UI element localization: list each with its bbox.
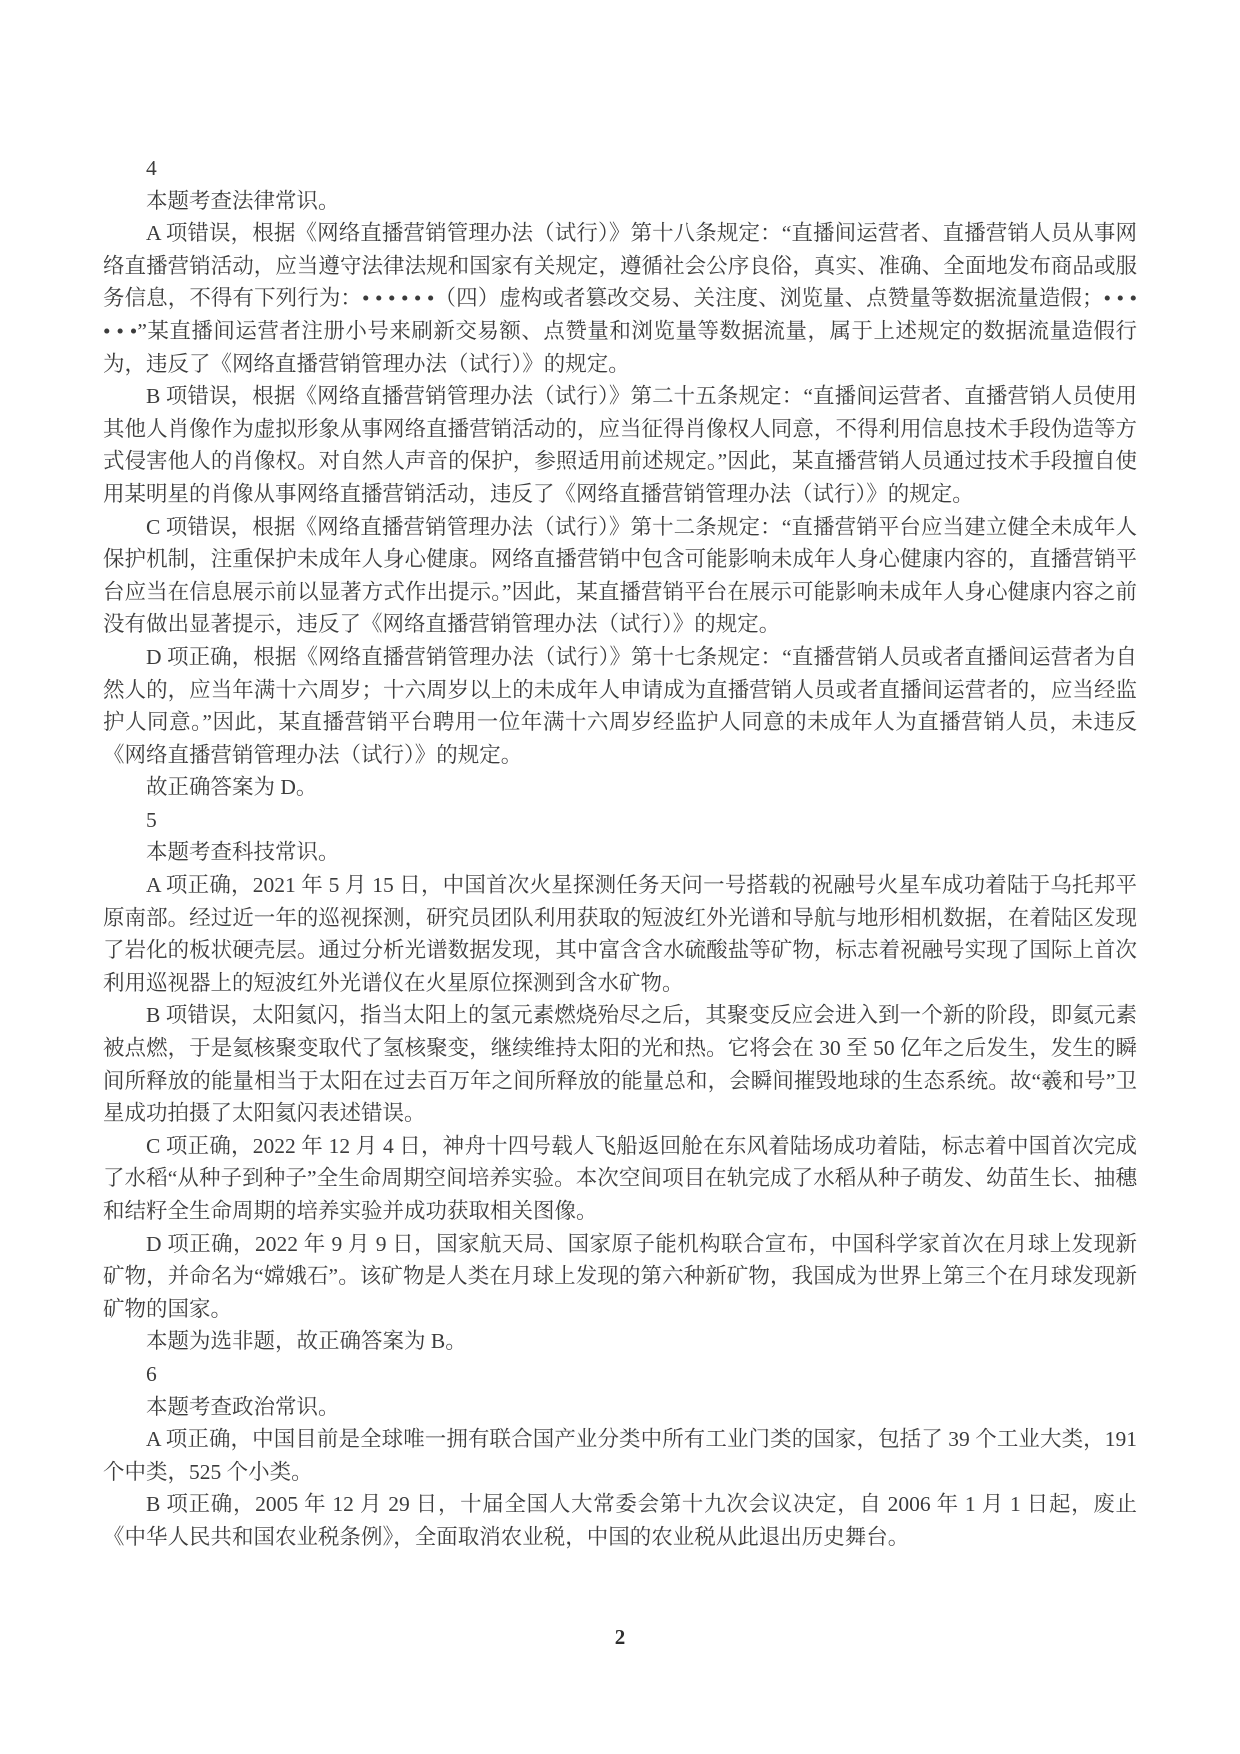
option-b-analysis: B 项正确，2005 年 12 月 29 日，十届全国人大常委会第十九次会议决定，自 2006 年 1 月 1 日起，废止《中华人民共和国农业税条例》，全面取消农业税，中国的农业税从此退出历史舞台。	[103, 1492, 1137, 1549]
exam-topic-line: 本题考查法律常识。	[146, 188, 340, 213]
document-body	[103, 152, 1137, 1554]
option-d-analysis: D 项正确，2022 年 9 月 9 日，国家航天局、国家原子能机构联合宣布，中国科学家首次在月球上发现新矿物，并命名为“嫦娥石”。该矿物是人类在月球上发现的第六种新矿物，我国成为世界上第三个在月球发现新矿物的国家。	[103, 1231, 1137, 1321]
option-c-analysis: C 项正确，2022 年 12 月 4 日，神舟十四号载人飞船返回舱在东风着陆场成功着陆，标志着中国首次完成了水稻“从种子到种子”全生命周期空间培养实验。本次空间项目在轨完成了水稻从种子萌发、幼苗生长、抽穗和结籽全生命周期的培养实验并成功获取相关图像。	[103, 1133, 1137, 1223]
answer-conclusion: 本题为选非题，故正确答案为 B。	[146, 1329, 467, 1354]
question-number: 5	[146, 807, 157, 832]
option-c-analysis: C 项错误，根据《网络直播营销管理办法（试行）》第十二条规定：“直播营销平台应当建立健全未成年人保护机制，注重保护未成年人身心健康。网络直播营销中包含可能影响未成年人身心健康内容的，直播营销平台应当在信息展示前以显著方式作出提示。”因此，某直播营销平台在展示可能影响未成年人身心健康内容之前没有做出显著提示，违反了《网络直播营销管理办法（试行）》的规定。	[103, 514, 1137, 637]
option-a-analysis: A 项错误，根据《网络直播营销管理办法（试行）》第十八条规定：“直播间运营者、直播营销人员从事网络直播营销活动，应当遵守法律法规和国家有关规定，遵循社会公序良俗，真实、准确、全面地发布商品或服务信息，不得有下列行为：• • • • • •（四）虚构或者篡改交易、关注度、浏览量、点赞量等数据流量造假；• • • • • •”某直播间运营者注册小号来刷新交易额、点赞量和浏览量等数据流量，属于上述规定的数据流量造假行为，违反了《网络直播营销管理办法（试行）》的规定。	[103, 221, 1137, 376]
option-d-analysis: D 项正确，根据《网络直播营销管理办法（试行）》第十七条规定：“直播营销人员或者直播间运营者为自然人的，应当年满十六周岁；十六周岁以上的未成年人申请成为直播营销人员或者直播间运营者的，应当经监护人同意。”因此，某直播营销平台聘用一位年满十六周岁经监护人同意的未成年人为直播营销人员，未违反《网络直播营销管理办法（试行）》的规定。	[103, 644, 1137, 767]
question-number: 4	[146, 156, 157, 180]
answer-conclusion: 故正确答案为 D。	[146, 775, 318, 800]
exam-topic-line: 本题考查科技常识。	[146, 840, 340, 865]
option-b-analysis: B 项错误，根据《网络直播营销管理办法（试行）》第二十五条规定：“直播间运营者、直播营销人员使用其他人肖像作为虚拟形象从事网络直播营销活动的，应当征得肖像权人同意，不得利用信息技术手段伪造等方式侵害他人的肖像权。对自然人声音的保护，参照适用前述规定。”因此，某直播营销人员通过技术手段擅自使用某明星的肖像从事网络直播营销活动，违反了《网络直播营销管理办法（试行）》的规定。	[103, 384, 1137, 506]
option-a-analysis: A 项正确，2021 年 5 月 15 日，中国首次火星探测任务天问一号搭载的祝融号火星车成功着陆于乌托邦平原南部。经过近一年的巡视探测，研究员团队利用获取的短波红外光谱和导航与地形相机数据，在着陆区发现了岩化的板状硬壳层。通过分析光谱数据发现，其中富含含水硫酸盐等矿物，标志着祝融号实现了国际上首次利用巡视器上的短波红外光谱仪在火星原位探测到含水矿物。	[103, 873, 1137, 995]
option-b-analysis: B 项错误，太阳氦闪，指当太阳上的氢元素燃烧殆尽之后，其聚变反应会进入到一个新的阶段，即氦元素被点燃，于是氦核聚变取代了氢核聚变，继续维持太阳的光和热。它将会在 30 至 50 亿年之后发生，发生的瞬间所释放的能量相当于太阳在过去百万年之间所释放的能量总和，会瞬间摧毁地球的生态系统。故“羲和号”卫星成功拍摄了太阳氦闪表述错误。	[103, 1003, 1137, 1126]
exam-topic-line: 本题考查政治常识。	[146, 1394, 340, 1419]
question-number: 6	[146, 1361, 157, 1386]
option-a-analysis: A 项正确，中国目前是全球唯一拥有联合国产业分类中所有工业门类的国家，包括了 39 个工业大类，191 个中类，525 个小类。	[103, 1427, 1137, 1484]
page-number: 2	[614, 1625, 626, 1649]
